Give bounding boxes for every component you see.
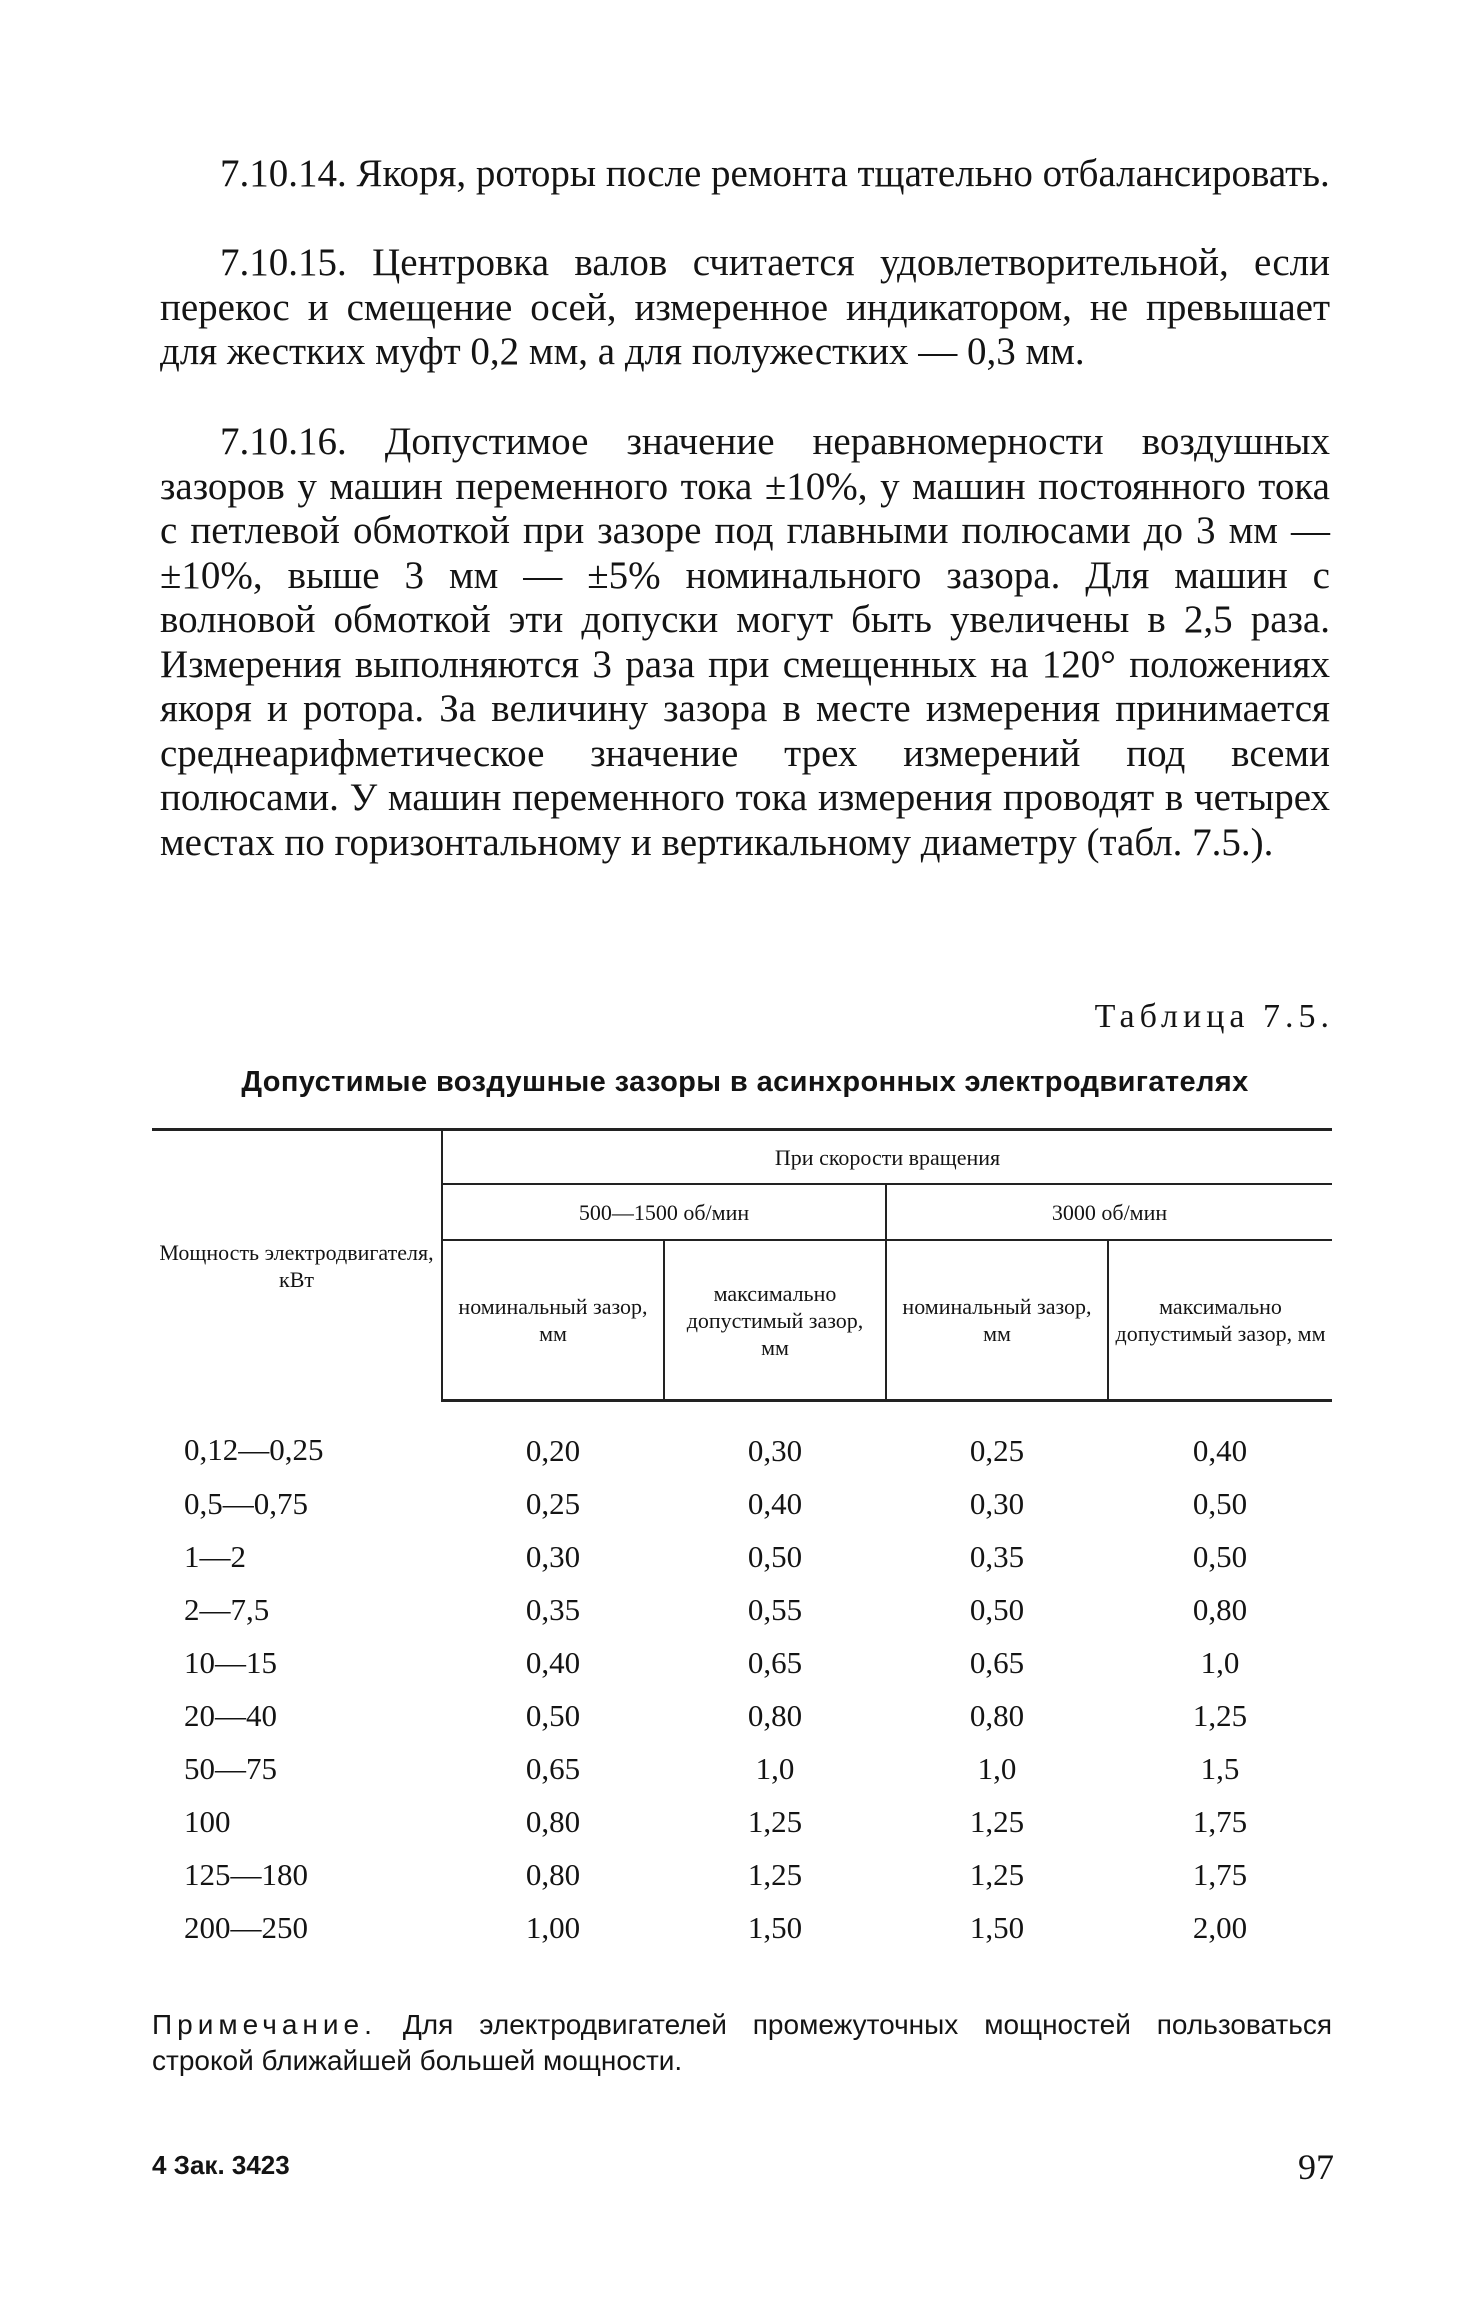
paragraph-7-10-15: 7.10.15. Центровка валов считается удовлетворительной, если перекос и смещение осей, измеренное индикатором, не превышает для жестких муфт 0,2 мм, а для полужестких — 0,3 мм. xyxy=(160,241,1330,373)
cell-max-high: 2,00 xyxy=(1192,1909,1248,1945)
cell-max-low: 1,50 xyxy=(747,1909,803,1945)
cell-nominal-low: 1,00 xyxy=(525,1909,581,1945)
cell-max-high: 1,0 xyxy=(1200,1644,1240,1680)
table-note xyxy=(152,2007,1332,2079)
cell-nominal-high: 0,25 xyxy=(969,1432,1025,1468)
cell-nominal-high: 1,0 xyxy=(977,1750,1017,1786)
cell-nominal-high: 0,80 xyxy=(969,1697,1025,1733)
cell-max-low: 1,25 xyxy=(747,1803,803,1839)
header-speed: При скорости вращения xyxy=(442,1130,1332,1185)
cell-nominal-low: 0,50 xyxy=(525,1697,581,1733)
cell-nominal-high: 0,65 xyxy=(969,1644,1025,1680)
note-label: Примечание. xyxy=(152,2009,377,2040)
cell-max-low: 0,65 xyxy=(747,1644,803,1680)
table-title: Допустимые воздушные зазоры в асинхронных электродвигателях xyxy=(241,1066,1249,1098)
cell-nominal-high: 1,25 xyxy=(969,1856,1025,1892)
cell-nominal-low: 0,25 xyxy=(525,1485,581,1521)
paragraph-7-10-16: 7.10.16. Допустимое значение неравномерности воздушных зазоров у машин переменного тока ±10%, у машин постоянного тока с петлевой обмоткой при зазоре под главными полюсами до 3 мм — ±10%, выше 3 мм — ±5% номинального зазора. Для машин с волновой обмоткой эти допуски могут быть увеличены в 2,5 раза. Измерения выполняются 3 раза при смещенных на 120° положениях якоря и ротора. За величину зазора в месте измерения принимается среднеарифметическое значение трех измерений под всеми полюсами. У машин переменного тока измерения проводят в четырех местах по горизонтальному и вертикальному диаметру (табл. 7.5.). xyxy=(160,420,1330,864)
table-row xyxy=(152,1795,1332,1848)
cell-power: 100 xyxy=(184,1803,231,1839)
cell-max-high: 1,75 xyxy=(1192,1803,1248,1839)
cell-nominal-high: 1,25 xyxy=(969,1803,1025,1839)
cell-power: 20—40 xyxy=(184,1697,277,1733)
header-power: Мощность электродвигателя, кВт xyxy=(152,1130,442,1401)
header-max-gap-high: максимально допустимый зазор, мм xyxy=(1108,1240,1332,1401)
header-speed-high: 3000 об/мин xyxy=(886,1184,1332,1240)
cell-max-high: 0,80 xyxy=(1192,1591,1248,1627)
cell-max-low: 1,0 xyxy=(755,1750,795,1786)
table-row xyxy=(152,1689,1332,1742)
cell-nominal-low: 0,65 xyxy=(525,1750,581,1786)
header-max-gap-low: максимально допустимый зазор, мм xyxy=(664,1240,886,1401)
cell-nominal-high: 0,30 xyxy=(969,1485,1025,1521)
table-row xyxy=(152,1583,1332,1636)
cell-power: 0,12—0,25 xyxy=(184,1431,324,1467)
note-text: Для электродвигателей промежуточных мощностей пользоваться строкой ближайшей большей мощности. xyxy=(152,2009,1333,2076)
cell-max-low: 0,80 xyxy=(747,1697,803,1733)
cell-power: 50—75 xyxy=(184,1750,277,1786)
table-label: Таблица 7.5. xyxy=(1094,998,1334,1035)
table-row xyxy=(152,1742,1332,1795)
cell-max-low: 1,25 xyxy=(747,1856,803,1892)
cell-max-high: 1,75 xyxy=(1192,1856,1248,1892)
cell-power: 0,5—0,75 xyxy=(184,1485,308,1521)
air-gap-table xyxy=(152,1128,1332,1954)
cell-max-high: 1,5 xyxy=(1200,1750,1240,1786)
header-nominal-gap-high: номинальный зазор, мм xyxy=(886,1240,1108,1401)
paragraph-7-10-14: 7.10.14. Якоря, роторы после ремонта тщательно отбалансировать. xyxy=(220,152,1330,195)
cell-nominal-low: 0,40 xyxy=(525,1644,581,1680)
table-row xyxy=(152,1901,1332,1954)
table-row xyxy=(152,1530,1332,1583)
cell-power: 200—250 xyxy=(184,1909,308,1945)
cell-nominal-high: 0,35 xyxy=(969,1538,1025,1574)
header-nominal-gap-low: номинальный зазор, мм xyxy=(442,1240,664,1401)
cell-power: 125—180 xyxy=(184,1856,308,1892)
cell-power: 2—7,5 xyxy=(184,1591,270,1627)
footer-order-number: 4 Зак. 3423 xyxy=(152,2150,290,2180)
cell-max-low: 0,50 xyxy=(747,1538,803,1574)
cell-max-high: 1,25 xyxy=(1192,1697,1248,1733)
cell-max-high: 0,50 xyxy=(1192,1538,1248,1574)
cell-power: 1—2 xyxy=(184,1538,246,1574)
cell-nominal-low: 0,35 xyxy=(525,1591,581,1627)
table-row xyxy=(152,1636,1332,1689)
cell-max-high: 0,40 xyxy=(1192,1432,1248,1468)
header-speed-low: 500—1500 об/мин xyxy=(442,1184,886,1240)
cell-nominal-high: 1,50 xyxy=(969,1909,1025,1945)
cell-power: 10—15 xyxy=(184,1644,277,1680)
cell-nominal-low: 0,20 xyxy=(525,1432,581,1468)
cell-max-low: 0,40 xyxy=(747,1485,803,1521)
cell-nominal-low: 0,30 xyxy=(525,1538,581,1574)
table-row xyxy=(152,1848,1332,1901)
table-row xyxy=(152,1477,1332,1530)
cell-max-low: 0,55 xyxy=(747,1591,803,1627)
cell-nominal-high: 0,50 xyxy=(969,1591,1025,1627)
table-row xyxy=(152,1401,1332,1478)
page-number: 97 xyxy=(1298,2147,1334,2187)
cell-nominal-low: 0,80 xyxy=(525,1803,581,1839)
cell-nominal-low: 0,80 xyxy=(525,1856,581,1892)
cell-max-high: 0,50 xyxy=(1192,1485,1248,1521)
cell-max-low: 0,30 xyxy=(747,1432,803,1468)
